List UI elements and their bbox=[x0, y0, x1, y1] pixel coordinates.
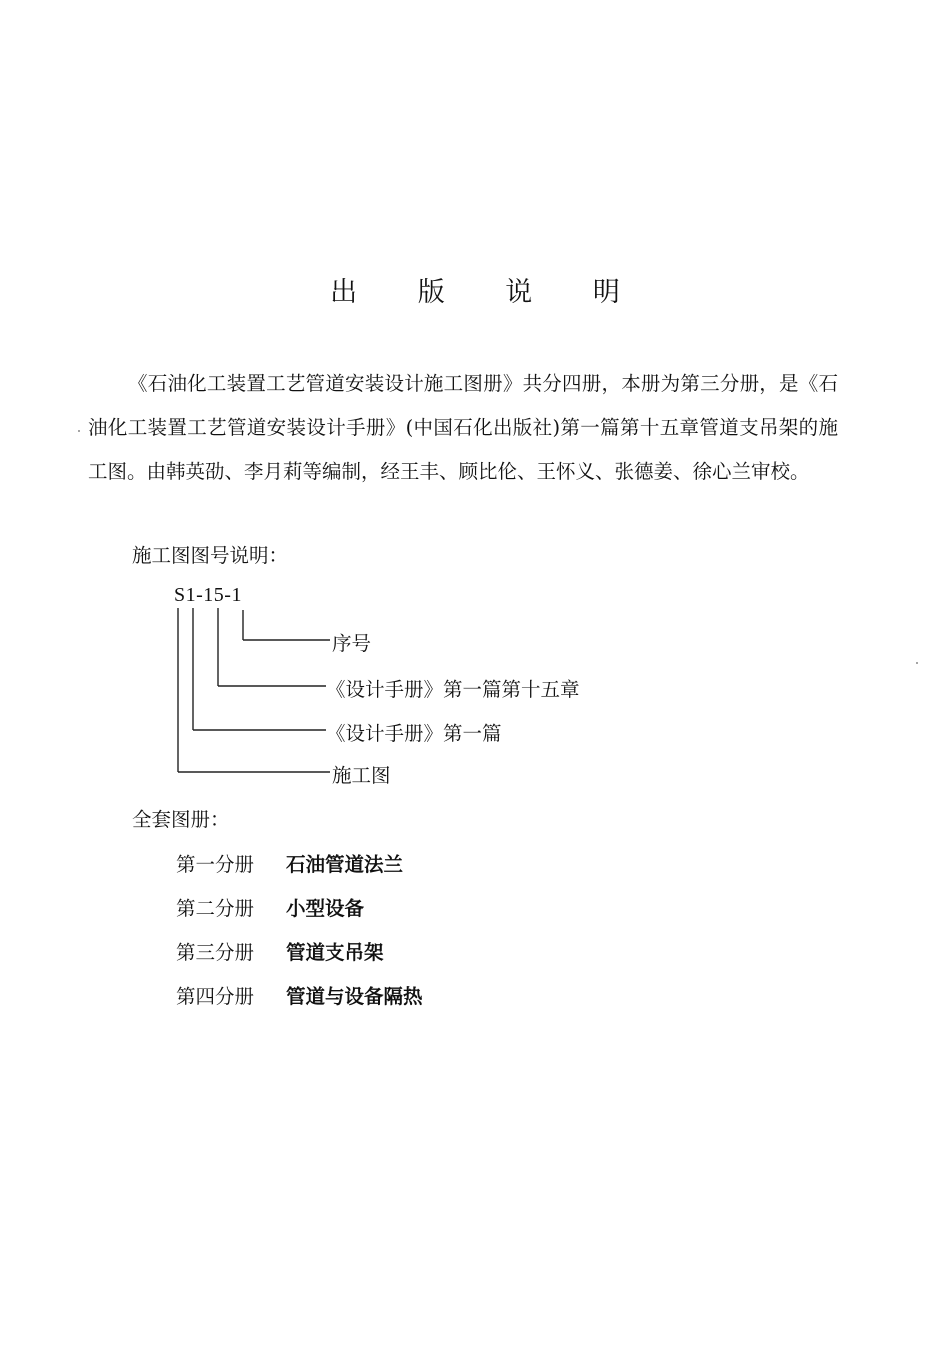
legend-part: 《设计手册》第一篇 bbox=[326, 722, 502, 745]
volume-name: 小型设备 bbox=[286, 897, 365, 920]
volume-number: 第一分册 bbox=[176, 853, 255, 876]
volume-name: 石油管道法兰 bbox=[286, 853, 404, 876]
scan-speck bbox=[78, 430, 80, 432]
legend-construction: 施工图 bbox=[332, 764, 391, 787]
drawing-code: S1-15-1 bbox=[174, 584, 242, 606]
volume-row bbox=[176, 981, 423, 1009]
volume-row bbox=[176, 849, 403, 877]
scan-speck bbox=[916, 662, 918, 664]
volume-number: 第四分册 bbox=[176, 985, 255, 1008]
volume-number: 第二分册 bbox=[176, 897, 255, 920]
volume-row bbox=[176, 937, 384, 965]
drawing-number-heading: 施工图图号说明： bbox=[132, 544, 289, 567]
legend-serial: 序号 bbox=[332, 632, 372, 655]
volume-row bbox=[176, 893, 364, 921]
intro-paragraph: 《石油化工装置工艺管道安装设计施工图册》共分四册，本册为第三分册，是《石油化工装置工艺管道安装设计手册》(中国石化出版社)第一篇第十五章管道支吊架的施工图。由韩英劭、李月莉等编制，经王丰、顾比伦、王怀义、张德姜、徐心兰审校。 bbox=[88, 372, 838, 483]
legend-chapter: 《设计手册》第一篇第十五章 bbox=[326, 678, 580, 701]
volume-name: 管道支吊架 bbox=[286, 941, 384, 964]
volume-set-heading: 全套图册： bbox=[132, 808, 230, 831]
page-title: 出 版 说 明 bbox=[330, 277, 646, 308]
volume-number: 第三分册 bbox=[176, 941, 255, 964]
volume-name: 管道与设备隔热 bbox=[286, 985, 423, 1008]
